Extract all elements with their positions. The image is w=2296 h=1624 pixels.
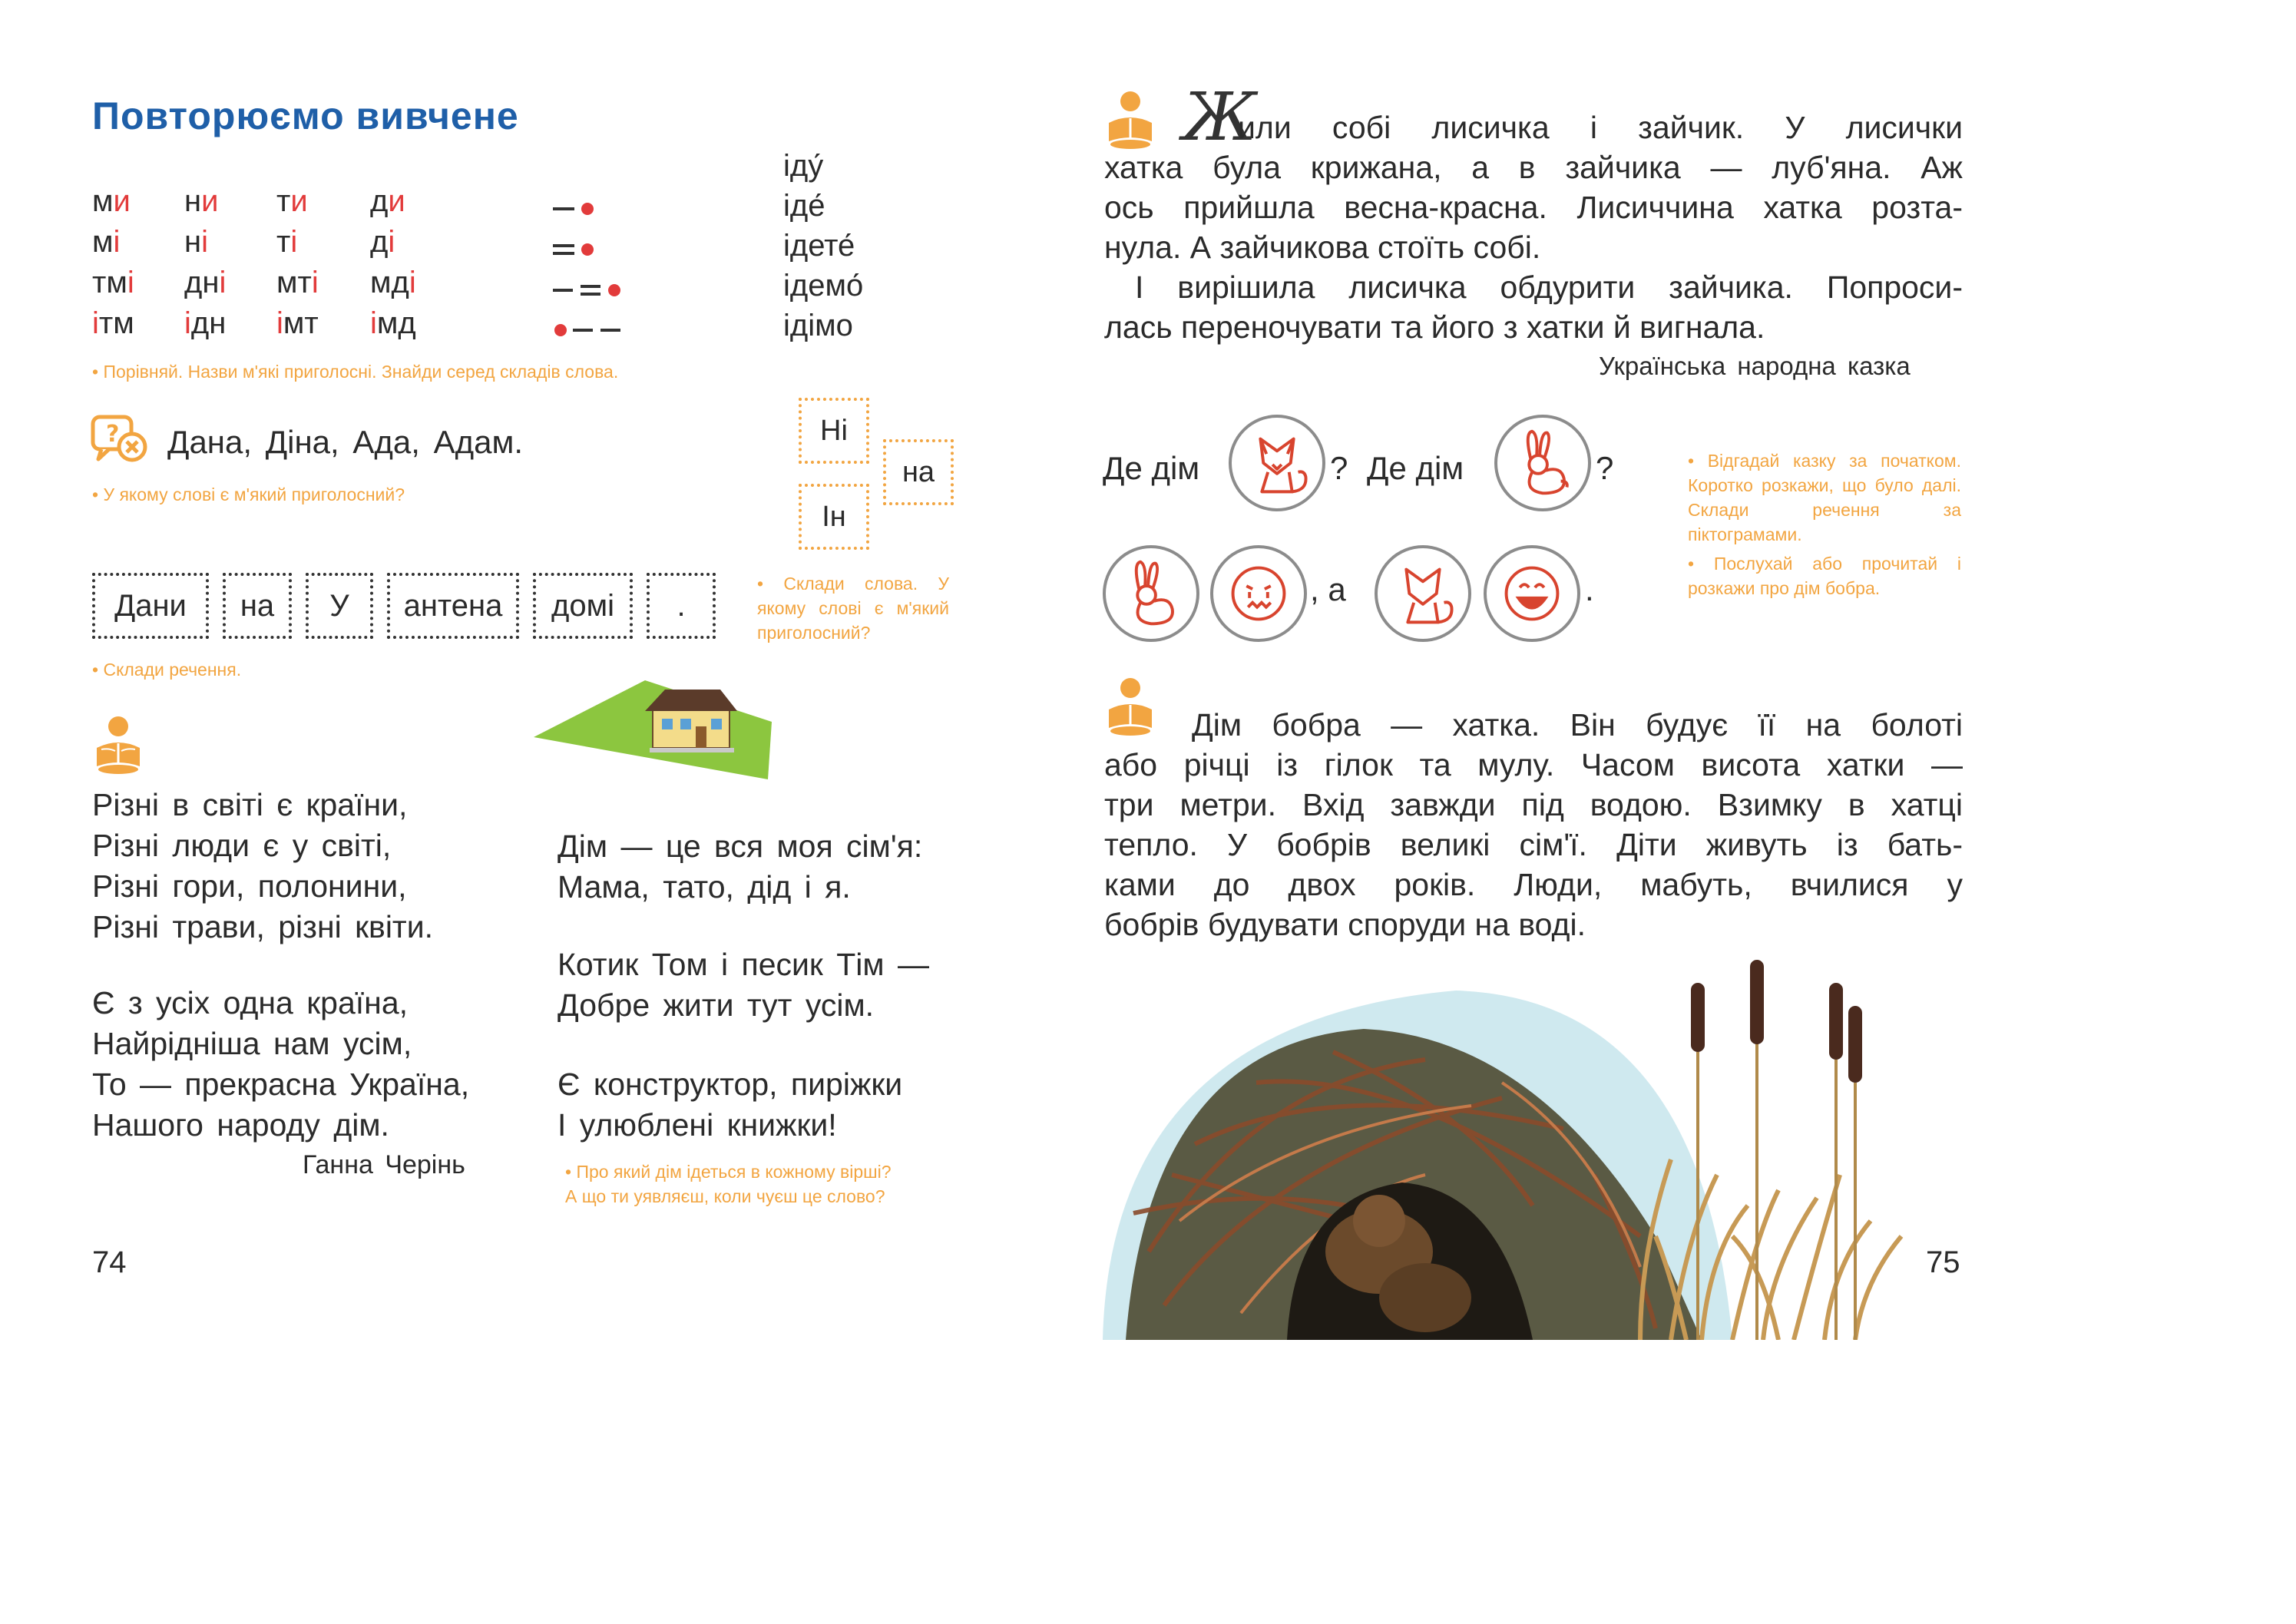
verb: ідете́ bbox=[783, 229, 855, 263]
poem-line: Є конструктор, пиріжки bbox=[557, 1067, 903, 1102]
happy-face-icon bbox=[1484, 545, 1580, 642]
task-note-house-poems bbox=[565, 1159, 892, 1209]
poem-author: Ганна Черінь bbox=[303, 1150, 465, 1179]
word-card[interactable]: антена bbox=[387, 573, 519, 639]
note-line: А що ти уявляєш, коли чуєш це слово? bbox=[565, 1186, 885, 1206]
poem-stanza-1 bbox=[92, 785, 433, 948]
poem-line: Є з усіх одна країна, bbox=[92, 985, 409, 1020]
syllable: ні bbox=[184, 225, 208, 259]
poem-line: Різні в світі є країни, bbox=[92, 787, 408, 822]
poem-line: І улюблені книжки! bbox=[557, 1107, 837, 1143]
syllable-card[interactable]: на bbox=[883, 439, 954, 505]
beaver-line: ками до двох років. Люди, мабуть, вчилися у bbox=[1104, 867, 1963, 902]
period: . bbox=[1585, 571, 1594, 607]
tale-drop-cap: Ж bbox=[1183, 79, 1257, 156]
syllable: ті bbox=[276, 225, 298, 259]
question-label: Де дім bbox=[1367, 450, 1464, 486]
tale-line: лась переночувати та його з хатки й вигнала. bbox=[1104, 309, 1765, 345]
verb-column bbox=[783, 146, 863, 346]
poem-line: Котик Том і песик Тім — bbox=[557, 947, 929, 982]
note-line: • Відгадай казку за початком. Коротко розкажи, що було далі. Склади речення за піктограмами. bbox=[1688, 451, 1961, 544]
syllable: ми bbox=[92, 184, 131, 218]
page-number-right: 75 bbox=[1926, 1245, 1960, 1279]
poem-line: Різні трави, різні квіти. bbox=[92, 909, 433, 944]
task-note-compare: • Порівняй. Назви м'які приголосні. Знайди серед складів слова. bbox=[92, 362, 619, 382]
syllable: мті bbox=[276, 266, 319, 299]
page-title: Повторюємо вивчене bbox=[92, 94, 519, 137]
word-card[interactable]: на bbox=[223, 573, 292, 639]
poem-line: Добре жити тут усім. bbox=[557, 987, 875, 1023]
tale-line: нула. А зайчикова стоїть собі. bbox=[1104, 230, 1541, 265]
beaver-line: Дім бобра — хатка. Він будує її на болоті bbox=[1192, 707, 1963, 743]
fox-icon bbox=[1229, 415, 1325, 511]
beaver-line: бобрів будувати споруди на воді. bbox=[1104, 907, 1586, 942]
page-number-left: 74 bbox=[92, 1245, 127, 1279]
rabbit-icon bbox=[1494, 415, 1591, 511]
verb: ідімо bbox=[783, 309, 853, 342]
task-note-guess-tale bbox=[1688, 448, 1961, 600]
note-line: • Послухай або прочитай і розкажи про дім бобра. bbox=[1688, 554, 1961, 598]
task-note-make-sentence: • Склади речення. bbox=[92, 660, 242, 680]
tale-line: или собі лисичка і зайчик. У лисички bbox=[1238, 110, 1963, 145]
conjunction: , а bbox=[1310, 571, 1346, 607]
word-card[interactable]: . bbox=[647, 573, 716, 639]
tale-line: хатка була крижана, а в зайчика — луб'яна. Аж bbox=[1104, 150, 1963, 185]
sound-schemes bbox=[553, 192, 645, 346]
question-icon bbox=[91, 415, 147, 464]
poem-stanza-3 bbox=[557, 826, 922, 908]
beaver-line: три метри. Вхід завжди під водою. Взимку в хатці bbox=[1104, 787, 1963, 822]
beaver-line: або річці із гілок та мулу. Часом висота хатки — bbox=[1104, 747, 1963, 782]
syllable: ти bbox=[276, 184, 308, 218]
verb: іде́ bbox=[783, 189, 825, 223]
syllable: ди bbox=[370, 184, 405, 218]
poem-line: Різні люди є у світі, bbox=[92, 828, 392, 863]
task-note-soft-consonant: • У якому слові є м'який приголосний? bbox=[92, 485, 405, 504]
syllable: тмі bbox=[92, 266, 134, 299]
poem-stanza-5 bbox=[557, 1064, 902, 1146]
beaver-line: тепло. У бобрів великі сім'ї. Діти живуть із бать- bbox=[1104, 827, 1963, 862]
fox-icon bbox=[1375, 545, 1471, 642]
beaver-text bbox=[1104, 705, 1963, 944]
syllable-card[interactable]: Ін bbox=[799, 484, 869, 550]
poem-stanza-2 bbox=[92, 983, 469, 1146]
word-card[interactable]: Дани bbox=[92, 573, 209, 639]
reading-child-icon bbox=[91, 714, 146, 776]
syllable: ітм bbox=[92, 306, 134, 340]
verb: іду́ bbox=[783, 149, 824, 183]
poem-line: Мама, тато, дід і я. bbox=[557, 869, 851, 905]
syllable: мді bbox=[370, 266, 416, 299]
poem-stanza-4 bbox=[557, 944, 929, 1026]
tale-line: І вирішила лисичка обдурити зайчика. Попроси- bbox=[1135, 270, 1963, 305]
poem-line: Дім — це вся моя сім'я: bbox=[557, 829, 923, 864]
question-mark: ? bbox=[1596, 450, 1614, 486]
svg-text:?: ? bbox=[106, 421, 120, 448]
verb: ідемо́ bbox=[783, 269, 864, 303]
poem-line: То — прекрасна Україна, bbox=[92, 1067, 470, 1102]
word-card[interactable]: У bbox=[306, 573, 373, 639]
poem-line: Нашого народу дім. bbox=[92, 1107, 389, 1143]
question-label: Де дім bbox=[1103, 450, 1200, 486]
syllable: ідн bbox=[184, 306, 227, 340]
rabbit-icon bbox=[1103, 545, 1199, 642]
poem-line: Різні гори, полонини, bbox=[92, 868, 407, 904]
tale-line: ось прийшла весна-красна. Лисиччина хатка розта- bbox=[1104, 190, 1963, 225]
poem-line: Найрідніша нам усім, bbox=[92, 1026, 412, 1061]
question-mark: ? bbox=[1330, 450, 1348, 486]
syllable-card[interactable]: Ні bbox=[799, 398, 869, 464]
tale-source: Українська народна казка bbox=[1599, 352, 1911, 380]
syllable: дні bbox=[184, 266, 227, 299]
names-line: Дана, Діна, Ада, Адам. bbox=[167, 424, 523, 460]
syllable: мі bbox=[92, 225, 121, 259]
house-icon bbox=[530, 676, 776, 783]
beaver-lodge-illustration bbox=[1103, 944, 1917, 1340]
task-note-make-words: • Склади слова. У якому слові є м'який приголосний? bbox=[757, 574, 949, 643]
syllable: ни bbox=[184, 184, 219, 218]
word-card[interactable]: домі bbox=[533, 573, 633, 639]
syllable: імд bbox=[370, 306, 416, 340]
tale-text bbox=[1104, 107, 1963, 347]
syllable: імт bbox=[276, 306, 319, 340]
sad-face-icon bbox=[1210, 545, 1307, 642]
syllable: ді bbox=[370, 225, 395, 259]
note-line: • Про який дім ідеться в кожному вірші? bbox=[565, 1162, 892, 1182]
